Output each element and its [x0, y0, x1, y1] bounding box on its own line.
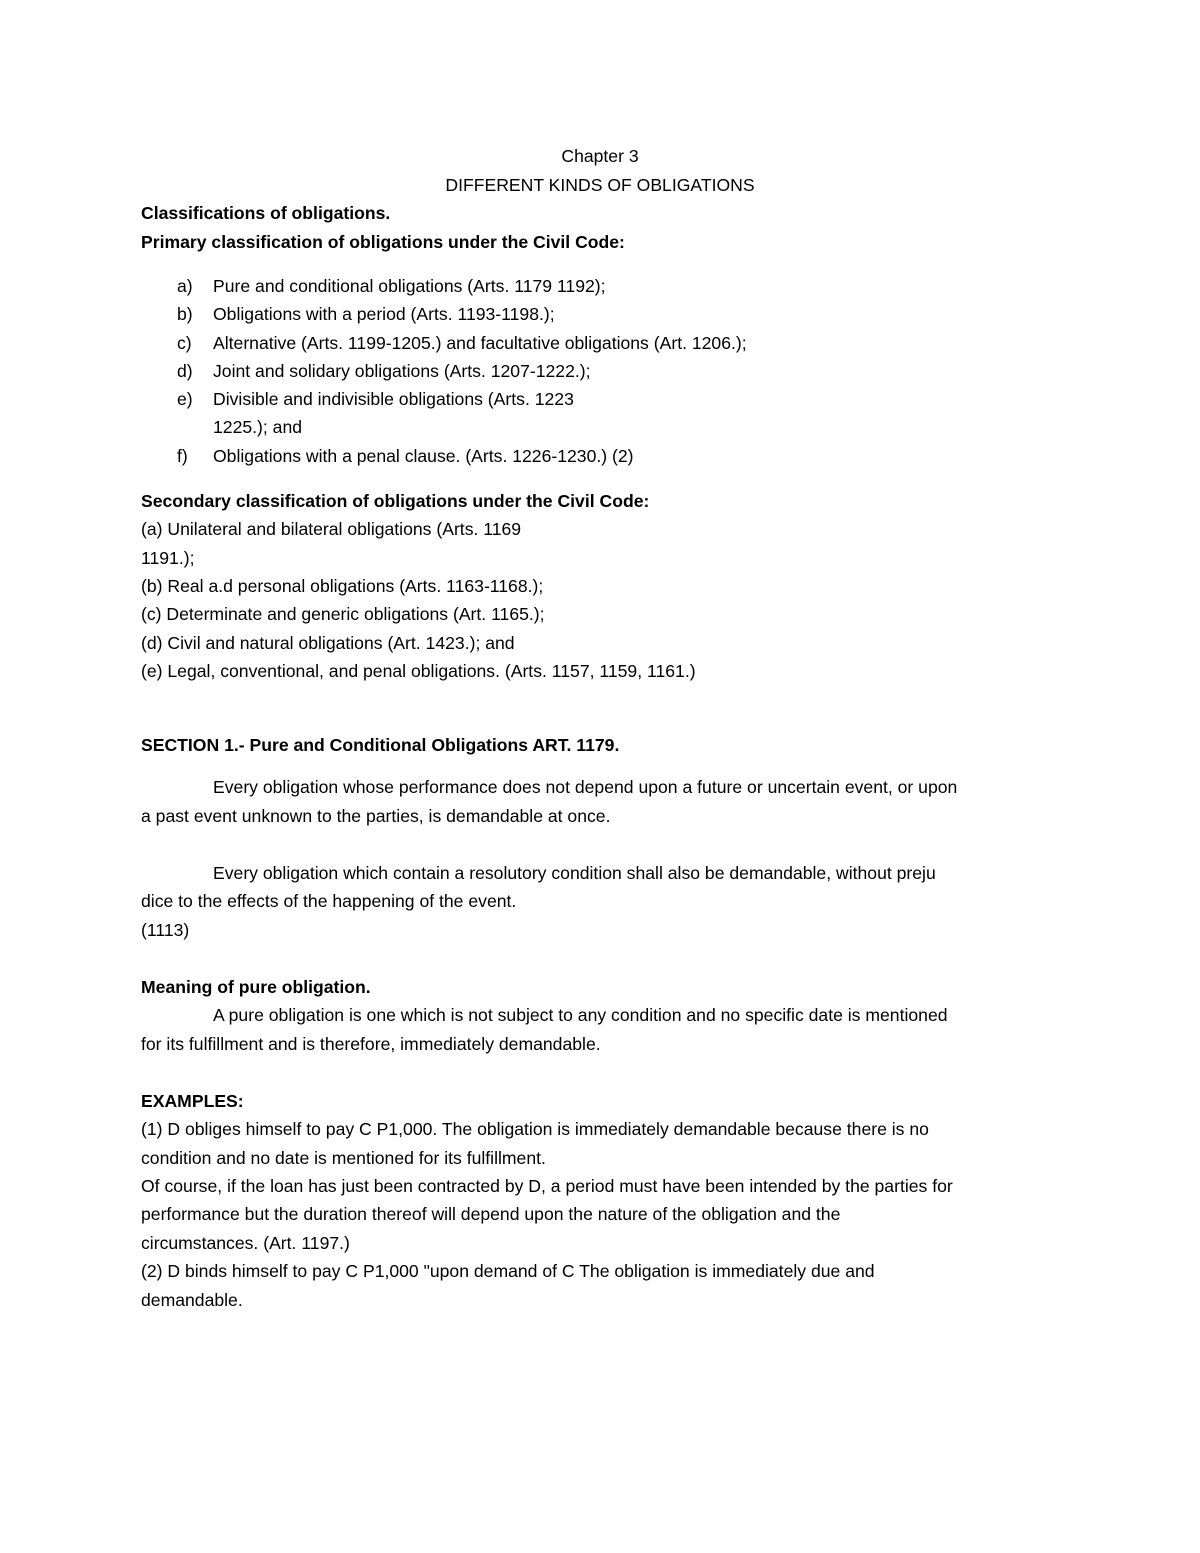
chapter-subtitle: DIFFERENT KINDS OF OBLIGATIONS — [445, 175, 755, 195]
list-item-text: Divisible and indivisible obligations (Arts. 1223 — [213, 389, 574, 409]
list-item-label: f) — [177, 446, 188, 466]
list-item: (e) Legal, conventional, and penal obligations. (Arts. 1157, 1159, 1161.) — [141, 661, 696, 681]
paragraph-line: for its fulfillment and is therefore, immediately demandable. — [141, 1034, 601, 1054]
list-item-text-continued: 1225.); and — [213, 417, 303, 437]
paragraph-line: (1) D obliges himself to pay C P1,000. The obligation is immediately demandable because there is no — [141, 1119, 929, 1139]
list-item-text: Obligations with a penal clause. (Arts. 1226-1230.) (2) — [213, 446, 634, 466]
paragraph-line: A pure obligation is one which is not subject to any condition and no specific date is mentioned — [213, 1005, 948, 1025]
paragraph-line: Every obligation whose performance does not depend upon a future or uncertain event, or upon — [213, 777, 958, 797]
paragraph-line: dice to the effects of the happening of the event. — [141, 891, 517, 911]
classifications-heading: Classifications of obligations. — [141, 203, 391, 223]
list-item: (a) Unilateral and bilateral obligations (Arts. 1169 — [141, 519, 522, 539]
chapter-title: Chapter 3 — [561, 146, 639, 166]
list-item-text: Alternative (Arts. 1199-1205.) and facultative obligations (Art. 1206.); — [213, 333, 747, 353]
paragraph-line: demandable. — [141, 1290, 243, 1310]
examples-heading: EXAMPLES: — [141, 1091, 244, 1111]
list-item-label: c) — [177, 333, 192, 353]
list-item-text: Obligations with a period (Arts. 1193-1198.); — [213, 304, 555, 324]
paragraph-line: a past event unknown to the parties, is demandable at once. — [141, 806, 611, 826]
paragraph-line: (1113) — [141, 920, 190, 940]
meaning-heading: Meaning of pure obligation. — [141, 977, 371, 997]
list-item-text: Pure and conditional obligations (Arts. 1179 1192); — [213, 276, 606, 296]
list-item-label: d) — [177, 361, 193, 381]
list-item-label: e) — [177, 389, 193, 409]
list-item: (c) Determinate and generic obligations (Art. 1165.); — [141, 604, 545, 624]
list-item-text: Joint and solidary obligations (Arts. 1207-1222.); — [213, 361, 591, 381]
paragraph-line: condition and no date is mentioned for its fulfillment. — [141, 1148, 546, 1168]
paragraph-line: performance but the duration thereof will depend upon the nature of the obligation and the — [141, 1204, 841, 1224]
list-item: 1191.); — [141, 548, 195, 568]
paragraph-line: (2) D binds himself to pay C P1,000 "upon demand of C The obligation is immediately due and — [141, 1261, 875, 1281]
paragraph-line: circumstances. (Art. 1197.) — [141, 1233, 350, 1253]
secondary-heading: Secondary classification of obligations under the Civil Code: — [141, 491, 650, 511]
list-item: (d) Civil and natural obligations (Art. 1423.); and — [141, 633, 515, 653]
paragraph-line: Every obligation which contain a resolutory condition shall also be demandable, without preju — [213, 863, 936, 883]
list-item-label: a) — [177, 276, 193, 296]
paragraph-line: Of course, if the loan has just been contracted by D, a period must have been intended by the parties for — [141, 1176, 953, 1196]
list-item-label: b) — [177, 304, 193, 324]
section-heading: SECTION 1.- Pure and Conditional Obligations ART. 1179. — [141, 735, 620, 755]
primary-heading: Primary classification of obligations under the Civil Code: — [141, 232, 625, 252]
list-item: (b) Real a.d personal obligations (Arts. 1163-1168.); — [141, 576, 544, 596]
